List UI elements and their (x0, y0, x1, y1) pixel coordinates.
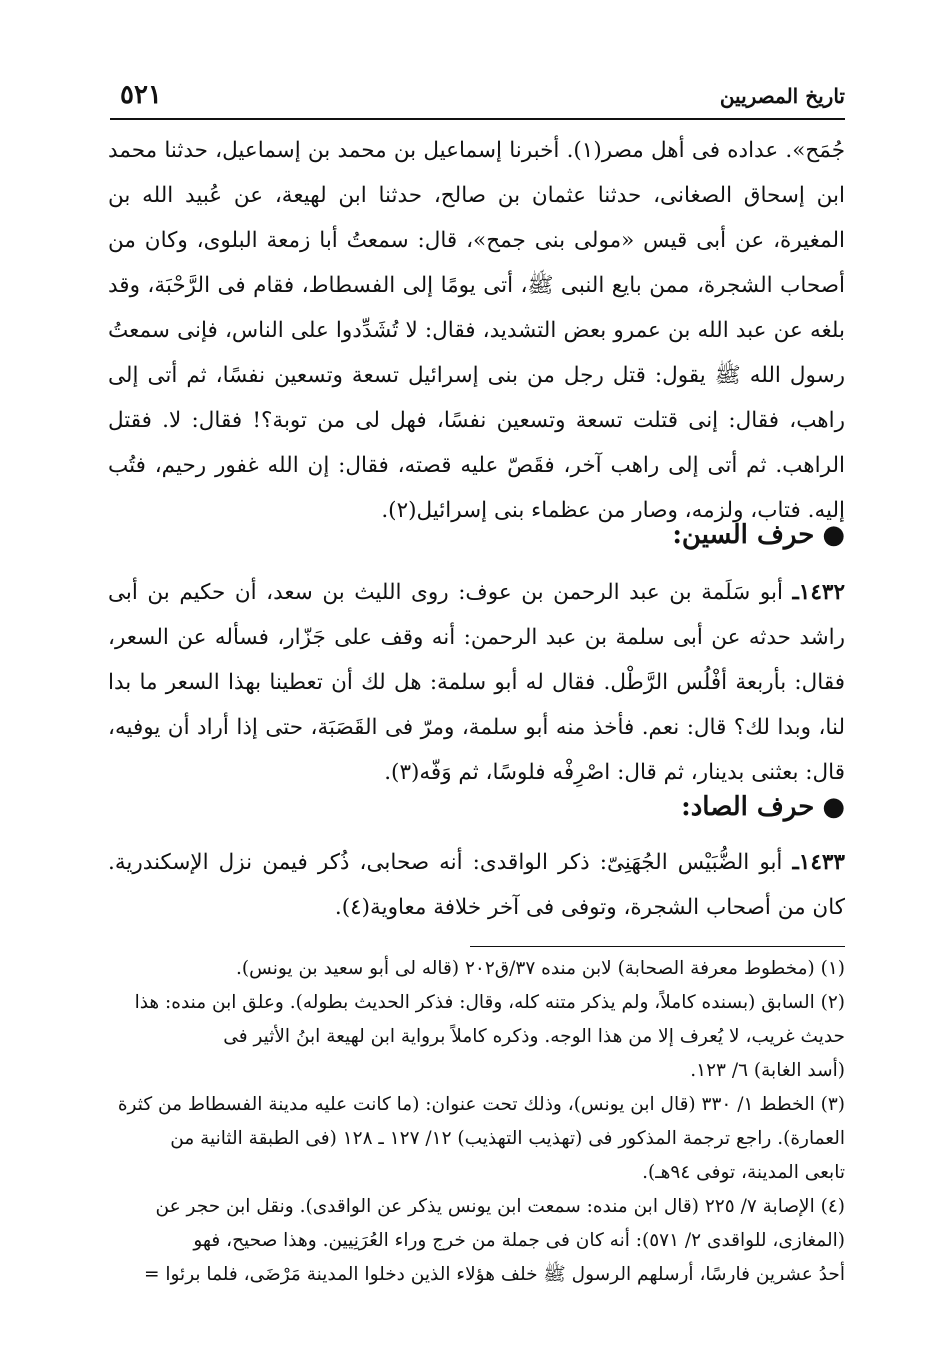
footnote-1: (١) (مخطوط معرفة الصحابة) لابن منده ٣٧/ق٢٠٢ (قاله لى أبو سعيد بن يونس). (236, 958, 845, 979)
entry-text: أبو سَلَمة بن عبد الرحمن بن عوف: روى الليث بن سعد، أن حكيم بن أبى راشد حدثه عن أبى سلمة بن عبد الرحمن: أنه وقف على جَزّار، فسأله عن السعر، فقال: بأربعة أفْلُس الرَّطْل. فقال له أبو سلمة: هل لك أن تعطينا بهذا السعر ما بدا لنا، وبدا لك؟ قال: نعم. فأخذ منه أبو سلمة، ومرّ فى القَصَبَة، حتى إذا أراد أن يوفيه، قال: بعثنى بدينار، ثم قال: اصْرِفْه فلوسًا، ثم وَفّه(٣). (108, 580, 845, 785)
paragraph-text: جُمَح». عداده فى أهل مصر(١). أخبرنا إسماعيل بن محمد بن إسماعيل، حدثنا محمد ابن إسحاق الصغانى، حدثنا عثمان بن صالح، حدثنا ابن لهيعة، عن عُبيد الله بن المغيرة، عن أبى قيس «مولى بنى جمح»، قال: سمعتُ أبا زمعة البلوى، وكان من أصحاب الشجرة، ممن بايع النبى ﷺ، أتى يومًا إلى الفسطاط، فقام فى الرَّحْبَة، وقد بلغه عن عبد الله بن عمرو بعض التشديد، فقال: لا تُشَدِّدوا على الناس، فإنى سمعتُ رسول الله ﷺ يقول: قتل رجل من بنى إسرائيل تسعة وتسعين نفسًا، ثم أتى إلى راهب، فقال: إنى قتلت تسعة وتسعين نفسًا، فهل لى من توبة؟! فقال: لا. فقتل الراهب. ثم أتى إلى راهب آخر، فقَصّ عليه قصته، فقال: إن الله غفور رحيم، فتُب إليه. فتاب، ولزمه، وصار من عظماء بنى إسرائيل(٢). (108, 138, 845, 523)
entry-1432 (108, 570, 845, 795)
entry-number: ١٤٣٣ـ (792, 850, 845, 875)
footnote-line: أحدُ عشرين فارسًا، أرسلهم الرسول ﷺ خلف هؤلاء الذين دخلوا المدينة مَرْضَى، فلما برئوا = (143, 1264, 845, 1285)
footnote-rule (470, 946, 845, 947)
paragraph-continued (108, 128, 845, 533)
footnote-line: العمارة). راجع ترجمة المذكور فى (تهذيب التهذيب) ١٢/ ١٢٧ ـ ١٢٨ (فى الطبقة الثانية من (170, 1128, 845, 1149)
footnote-line: (٣) الخطط ١/ ٣٣٠ (قال ابن يونس)، وذلك تحت عنوان: (ما كانت عليه مدينة الفسطاط من كثرة (117, 1094, 845, 1115)
page-number: ٥٢١ (120, 80, 162, 110)
entry-number: ١٤٣٢ـ (792, 580, 845, 605)
footnote-3 (108, 1088, 845, 1190)
bullet-icon: ● (822, 520, 845, 550)
running-title: تاريخ المصريين (719, 84, 845, 108)
bullet-icon: ● (822, 792, 845, 822)
footnote-line: (٤) الإصابة ٧/ ٢٢٥ (قال ابن منده: سمعت ابن يونس يذكر عن الواقدى). ونقل ابن حجر عن (155, 1196, 845, 1217)
entry-paragraph (108, 840, 845, 930)
footnote-4 (108, 1190, 845, 1292)
footnotes (108, 952, 845, 1292)
heading-text: حرف السين: (672, 520, 815, 550)
footnote-line: (المغازى، للواقدى ٢/ ٥٧١): أنه كان فى جملة من خرج وراء العُرَنِيين. وهذا صحيح، فهو (193, 1230, 845, 1251)
entry-paragraph (108, 570, 845, 795)
page-header (110, 78, 845, 118)
footnote-2 (108, 986, 845, 1088)
footnote-line: تابعى المدينة، توفى ٩٤هـ). (642, 1162, 845, 1183)
entry-1433 (108, 840, 845, 930)
section-heading-seen (672, 520, 845, 550)
footnote-line: حديث غريب، لا يُعرف إلا من هذا الوجه. وذكره كاملاً برواية ابن لهيعة ابنُ الأثير فى (223, 1026, 845, 1047)
heading-text: حرف الصاد: (681, 792, 815, 822)
entry-text: أبو الضُّبَيْس الجُهَنِىّ: ذكر الواقدى: أنه صحابى، ذُكر فيمن نزل الإسكندرية. كان من أصحاب الشجرة، وتوفى فى آخر خلافة معاوية(٤). (108, 850, 845, 920)
footnote-line: (أسد الغابة) ٦/ ١٢٣. (690, 1060, 845, 1081)
header-rule (110, 118, 845, 120)
footnote-line: (٢) السابق (بسنده كاملاً، ولم يذكر متنه كله، وقال: فذكر الحديث بطوله). وعلق ابن منده: هذا (134, 992, 845, 1013)
section-heading-saad (681, 792, 845, 822)
